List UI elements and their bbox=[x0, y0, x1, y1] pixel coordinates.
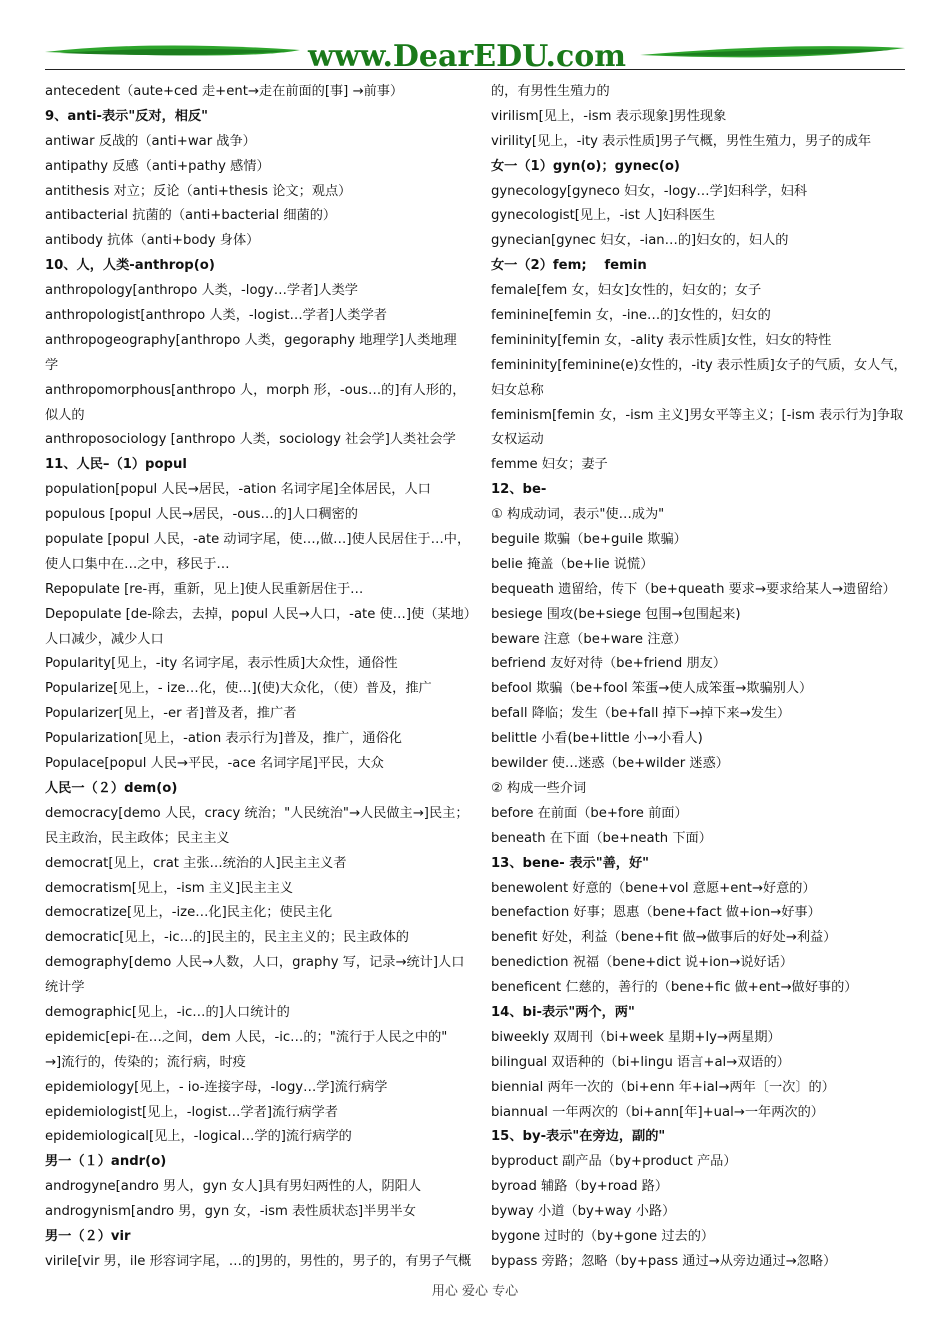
text-line: androgynism[andro 男，gyn 女，-ism 表性质状态]半男半女 bbox=[45, 1204, 416, 1220]
text-line: ① 构成动词，表示"使…成为" bbox=[491, 507, 665, 523]
text-line: 统计学 bbox=[45, 980, 85, 996]
text-line: epidemiology[见上，- io-连接字母，-logy…学]流行病学 bbox=[45, 1079, 388, 1095]
text-line: antecedent（aute+ced 走+ent→走在前面的[事] →前事） bbox=[45, 84, 404, 99]
text-line: benediction 祝福（bene+dict 说+ion→说好话） bbox=[491, 955, 794, 971]
text-line: belie 掩盖（be+lie 说慌） bbox=[491, 556, 654, 572]
text-line: beneficent 仁慈的，善行的（bene+fic 做+ent→做好事的） bbox=[491, 980, 858, 996]
text-line: populous [popul 人民→居民，-ous…的]人口稠密的 bbox=[45, 507, 358, 523]
section-heading: 12、be- bbox=[491, 482, 547, 498]
section-heading: 14、bi-表示"两个，两" bbox=[491, 1004, 635, 1020]
text-line: 的，有男性生殖力的 bbox=[491, 84, 610, 99]
text-line: virilism[见上，-ism 表示现象]男性现象 bbox=[491, 108, 727, 124]
text-line: befool 欺骗（be+fool 笨蛋→使人成笨蛋→欺骗别人） bbox=[491, 681, 813, 697]
text-line: feminism[femin 女，-ism 主义]男女平等主义；[-ism 表示行为]争取 bbox=[491, 407, 904, 423]
text-line: benefaction 好事；恩惠（bene+fact 做+ion→好事） bbox=[491, 905, 821, 921]
text-line: Popularization[见上，-ation 表示行为]普及，推广，通俗化 bbox=[45, 731, 402, 747]
section-heading: 10、人，人类-anthrop(o) bbox=[45, 258, 215, 274]
text-line: epidemic[epi-在…之间，dem 人民，-ic…的；"流行于人民之中的" bbox=[45, 1029, 448, 1045]
text-line: beneath 在下面（be+neath 下面） bbox=[491, 830, 712, 846]
text-line: populate [popul 人民，-ate 动词字尾，使…,做…]使人民居住于…中， bbox=[45, 532, 471, 548]
section-heading: 13、bene- 表示"善，好" bbox=[491, 855, 649, 871]
text-line: antibody 抗体（anti+body 身体） bbox=[45, 233, 260, 249]
text-line: besiege 围攻(be+siege 包围→包围起来) bbox=[491, 606, 741, 622]
left-column bbox=[45, 80, 485, 1275]
text-line: virility[见上，-ity 表示性质]男子气概，男性生殖力，男子的成年 bbox=[491, 133, 872, 149]
text-line: bypass 旁路；忽略（by+pass 通过→从旁边通过→忽略） bbox=[491, 1253, 837, 1269]
text-line: androgyne[andro 男人，gyn 女人]具有男妇两性的人，阴阳人 bbox=[45, 1179, 422, 1195]
text-line: 似人的 bbox=[45, 407, 85, 423]
text-line: biannual 一年两次的（bi+ann[年]+ual→一年两次的） bbox=[491, 1104, 824, 1120]
text-line: Repopulate [re-再，重新，见上]使人民重新居住于… bbox=[45, 581, 364, 597]
text-line: demographic[见上，-ic…的]人口统计的 bbox=[45, 1004, 290, 1020]
text-line: gynecology[gyneco 妇女，-logy…学]妇科学，妇科 bbox=[491, 183, 808, 199]
section-heading: 15、by-表示"在旁边，副的" bbox=[491, 1129, 666, 1145]
text-line: befall 降临；发生（be+fall 掉下→掉下来→发生） bbox=[491, 706, 791, 722]
section-heading: 男一（２）vir bbox=[45, 1228, 131, 1244]
header-banner bbox=[0, 0, 950, 78]
text-line: population[popul 人民→居民，-ation 名词字尾]全体居民，人口 bbox=[45, 482, 431, 498]
text-line: byroad 辅路（by+road 路） bbox=[491, 1179, 669, 1195]
text-line: anthropology[anthropo 人类，-logy…学者]人类学 bbox=[45, 283, 358, 299]
section-heading: 男一（１）andr(o) bbox=[45, 1154, 167, 1170]
text-line: 妇女总称 bbox=[491, 382, 544, 398]
text-line: antiwar 反战的（anti+war 战争） bbox=[45, 133, 256, 149]
text-line: benewolent 好意的（bene+vol 意愿+ent→好意的） bbox=[491, 880, 816, 896]
text-line: 女权运动 bbox=[491, 432, 544, 448]
text-line: belittle 小看(be+little 小→小看人) bbox=[491, 731, 703, 747]
text-line: democratism[见上，-ism 主义]民主主义 bbox=[45, 880, 294, 896]
page-header bbox=[0, 0, 950, 78]
site-logo-text: www.DearEDU.com bbox=[308, 39, 627, 74]
text-line: before 在前面（be+fore 前面） bbox=[491, 805, 688, 821]
text-line: antithesis 对立；反论（anti+thesis 论文；观点） bbox=[45, 183, 352, 199]
section-heading: 女一（2）fem; femin bbox=[491, 258, 647, 274]
section-heading: 女一（1）gyn(o)；gynec(o) bbox=[491, 158, 680, 174]
text-line: beguile 欺骗（be+guile 欺骗） bbox=[491, 532, 687, 548]
text-line: befriend 友好对待（be+friend 朋友） bbox=[491, 656, 727, 672]
text-line: anthroposociology [anthropo 人类，sociology 社会学]人类社会学 bbox=[45, 432, 456, 448]
text-line: Populace[popul 人民→平民，-ace 名词字尾]平民，大众 bbox=[45, 756, 384, 772]
text-line: democratize[见上，-ize…化]民主化；使民主化 bbox=[45, 905, 333, 921]
text-line: biweekly 双周刊（bi+week 星期+ly→两星期） bbox=[491, 1029, 781, 1045]
text-line: democracy[demo 人民，cracy 统治；"人民统治"→人民做主→]民主； bbox=[45, 805, 469, 821]
text-line: antibacterial 抗菌的（anti+bacterial 细菌的） bbox=[45, 208, 337, 224]
text-line: democratic[见上，-ic…的]民主的，民主主义的；民主政体的 bbox=[45, 930, 409, 946]
text-line: ② 构成一些介词 bbox=[491, 780, 587, 796]
text-line: virile[vir 男，ile 形容词字尾，…的]男的，男性的，男子的，有男子气概 bbox=[45, 1253, 472, 1269]
text-line: Popularizer[见上，-er 者]普及者，推广者 bbox=[45, 706, 297, 722]
header-divider bbox=[45, 69, 905, 70]
text-line: femme 妇女；妻子 bbox=[491, 457, 608, 473]
text-line: gynecologist[见上，-ist 人]妇科医生 bbox=[491, 208, 716, 224]
text-line: bewilder 使…迷惑（be+wilder 迷惑） bbox=[491, 756, 729, 772]
text-line: byproduct 副产品（by+product 产品） bbox=[491, 1154, 737, 1170]
text-line: Popularize[见上，- ize…化，使…](使)大众化，（使）普及，推广 bbox=[45, 681, 432, 697]
text-line: demography[demo 人民→人数，人口，graphy 写，记录→统计]人口 bbox=[45, 955, 465, 971]
text-line: 使人口集中在…之中，移民于… bbox=[45, 556, 230, 572]
text-line: feminine[femin 女，-ine…的]女性的，妇女的 bbox=[491, 308, 771, 324]
text-line: bilingual 双语种的（bi+lingu 语言+al→双语的） bbox=[491, 1054, 790, 1070]
text-line: Popularity[见上，-ity 名词字尾，表示性质]大众性，通俗性 bbox=[45, 656, 398, 672]
text-line: biennial 两年一次的（bi+enn 年+ial→两年〔一次〕的） bbox=[491, 1079, 835, 1095]
text-line: anthropologist[anthropo 人类，-logist…学者]人类学者 bbox=[45, 308, 387, 324]
text-line: bygone 过时的（by+gone 过去的） bbox=[491, 1228, 715, 1244]
text-line: 学 bbox=[45, 357, 59, 373]
text-line: bequeath 遗留给，传下（be+queath 要求→要求给某人→遗留给） bbox=[491, 581, 896, 597]
page-footer: 用心 爱心 专心 bbox=[431, 1284, 519, 1299]
text-line: 人口减少，减少人口 bbox=[45, 631, 164, 647]
text-line: →]流行的，传染的；流行病，时疫 bbox=[45, 1054, 246, 1070]
text-line: epidemiological[见上，-logical…学的]流行病学的 bbox=[45, 1129, 352, 1145]
text-line: byway 小道（by+way 小路） bbox=[491, 1204, 676, 1220]
text-line: beware 注意（be+ware 注意） bbox=[491, 631, 687, 647]
text-line: female[fem 女，妇女]女性的，妇女的；女子 bbox=[491, 283, 762, 299]
text-line: antipathy 反感（anti+pathy 感情） bbox=[45, 158, 270, 174]
text-line: democrat[见上，crat 主张…统治的人]民主主义者 bbox=[45, 855, 347, 871]
text-line: gynecian[gynec 妇女，-ian…的]妇女的，妇人的 bbox=[491, 233, 789, 249]
text-line: femininity[femin 女，-ality 表示性质]女性，妇女的特性 bbox=[491, 332, 832, 348]
text-line: anthropogeography[anthropo 人类，gegoraphy 地理学]人类地理 bbox=[45, 332, 457, 348]
right-column bbox=[491, 80, 916, 1275]
text-line: femininity[feminine(e)女性的，-ity 表示性质]女子的气质，女人气， bbox=[491, 357, 907, 373]
section-heading: 9、anti-表示"反对，相反" bbox=[45, 108, 209, 124]
section-heading: 人民一（２）dem(o) bbox=[45, 780, 178, 796]
text-line: 民主政治，民主政体；民主主义 bbox=[45, 830, 230, 846]
text-line: benefit 好处，利益（bene+fit 做→做事后的好处→利益） bbox=[491, 930, 837, 946]
text-line: Depopulate [de-除去，去掉，popul 人民→人口，-ate 使…]使（某地） bbox=[45, 606, 477, 622]
section-heading: 11、人民–（1）popul bbox=[45, 457, 187, 473]
text-line: epidemiologist[见上，-logist…学者]流行病学者 bbox=[45, 1104, 338, 1120]
text-line: anthropomorphous[anthropo 人，morph 形，-ous…的]有人形的， bbox=[45, 382, 466, 398]
